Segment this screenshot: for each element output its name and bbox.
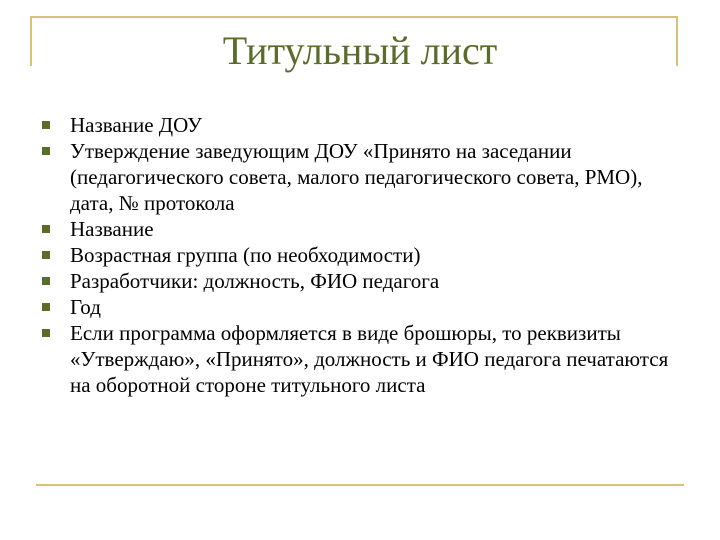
square-bullet-icon — [42, 251, 50, 259]
list-item — [40, 294, 670, 320]
list-item-text: Название — [70, 217, 154, 241]
list-item — [40, 242, 670, 268]
list-item — [40, 138, 670, 216]
list-item-text: Название ДОУ — [70, 113, 202, 137]
square-bullet-icon — [42, 329, 50, 337]
list-item-text: Разработчики: должность, ФИО педагога — [70, 269, 440, 293]
list-item-text: Утверждение заведующим ДОУ «Принято на заседании (педагогического совета, малого педагогического совета, РМО), дата, № протокола — [70, 139, 643, 215]
list-item — [40, 268, 670, 294]
square-bullet-icon — [42, 225, 50, 233]
square-bullet-icon — [42, 121, 50, 129]
list-item-text: Год — [70, 295, 101, 319]
slide-title: Титульный лист — [222, 28, 498, 73]
list-item — [40, 216, 670, 242]
list-item-text: Возрастная группа (по необходимости) — [70, 243, 421, 267]
list-item — [40, 320, 670, 398]
square-bullet-icon — [42, 303, 50, 311]
top-border-line — [30, 16, 678, 18]
square-bullet-icon — [42, 147, 50, 155]
bottom-divider — [36, 484, 684, 486]
square-bullet-icon — [42, 277, 50, 285]
list-item-text: Если программа оформляется в виде брошюры, то реквизиты «Утверждаю», «Принято», должность и ФИО педагога печатаются на оборотной стороне титульного листа — [70, 321, 669, 397]
list-item — [40, 112, 670, 138]
bullet-list — [40, 112, 670, 398]
